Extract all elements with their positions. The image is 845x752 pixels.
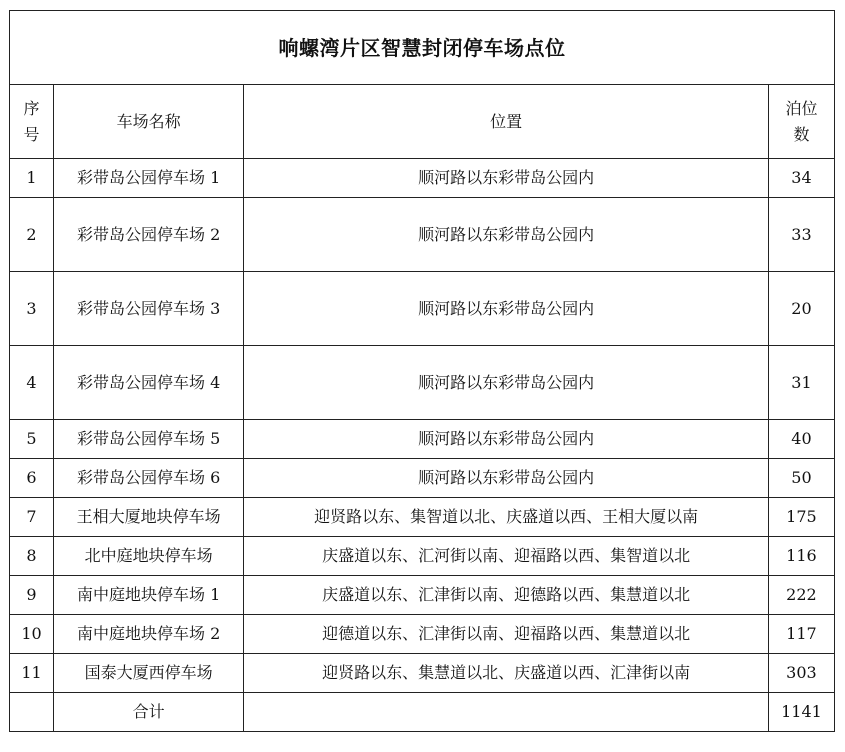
row-no: 9 [10, 576, 54, 615]
parking-table [9, 10, 835, 732]
row-name: 国泰大厦西停车场 [54, 654, 244, 693]
row-name: 南中庭地块停车场 1 [54, 576, 244, 615]
row-no: 4 [10, 346, 54, 420]
row-name: 南中庭地块停车场 2 [54, 615, 244, 654]
row-name: 彩带岛公园停车场 2 [54, 198, 244, 272]
row-location: 迎德道以东、汇津街以南、迎福路以西、集慧道以北 [244, 615, 769, 654]
row-location: 顺河路以东彩带岛公园内 [244, 420, 769, 459]
row-no: 6 [10, 459, 54, 498]
table-row [10, 159, 835, 198]
row-count: 303 [768, 654, 834, 693]
row-count: 175 [768, 498, 834, 537]
header-count-line1: 泊位 [785, 98, 818, 118]
row-count: 33 [768, 198, 834, 272]
row-location: 迎贤路以东、集智道以北、庆盛道以西、王相大厦以南 [244, 498, 769, 537]
row-count: 222 [768, 576, 834, 615]
header-count-line2: 数 [793, 124, 810, 144]
row-count: 20 [768, 272, 834, 346]
header-name: 车场名称 [54, 85, 244, 159]
table-row [10, 498, 835, 537]
row-location: 庆盛道以东、汇津街以南、迎德路以西、集慧道以北 [244, 576, 769, 615]
total-count: 1141 [768, 693, 834, 732]
row-location: 庆盛道以东、汇河街以南、迎福路以西、集智道以北 [244, 537, 769, 576]
row-no: 1 [10, 159, 54, 198]
row-no: 5 [10, 420, 54, 459]
header-row [10, 85, 835, 159]
row-location: 顺河路以东彩带岛公园内 [244, 159, 769, 198]
row-count: 117 [768, 615, 834, 654]
row-name: 彩带岛公园停车场 5 [54, 420, 244, 459]
row-location: 顺河路以东彩带岛公园内 [244, 198, 769, 272]
total-location [244, 693, 769, 732]
table-row [10, 346, 835, 420]
header-no [10, 85, 54, 159]
row-count: 34 [768, 159, 834, 198]
row-no: 2 [10, 198, 54, 272]
title-row [10, 11, 835, 85]
table-row [10, 654, 835, 693]
header-no-line1: 序 [23, 98, 40, 118]
table-row [10, 615, 835, 654]
row-count: 50 [768, 459, 834, 498]
table-row [10, 420, 835, 459]
row-name: 彩带岛公园停车场 3 [54, 272, 244, 346]
table-row [10, 537, 835, 576]
total-label: 合计 [54, 693, 244, 732]
total-no [10, 693, 54, 732]
header-location: 位置 [244, 85, 769, 159]
row-name: 彩带岛公园停车场 4 [54, 346, 244, 420]
row-name: 彩带岛公园停车场 1 [54, 159, 244, 198]
row-location: 顺河路以东彩带岛公园内 [244, 346, 769, 420]
row-no: 11 [10, 654, 54, 693]
table-row [10, 198, 835, 272]
row-no: 8 [10, 537, 54, 576]
total-row [10, 693, 835, 732]
row-count: 116 [768, 537, 834, 576]
row-count: 31 [768, 346, 834, 420]
row-count: 40 [768, 420, 834, 459]
table-row [10, 459, 835, 498]
table-title: 响螺湾片区智慧封闭停车场点位 [10, 11, 835, 85]
row-location: 顺河路以东彩带岛公园内 [244, 459, 769, 498]
row-no: 3 [10, 272, 54, 346]
header-count [768, 85, 834, 159]
table-row [10, 576, 835, 615]
table-row [10, 272, 835, 346]
row-name: 彩带岛公园停车场 6 [54, 459, 244, 498]
row-name: 北中庭地块停车场 [54, 537, 244, 576]
header-no-line2: 号 [23, 124, 40, 144]
row-name: 王相大厦地块停车场 [54, 498, 244, 537]
row-location: 顺河路以东彩带岛公园内 [244, 272, 769, 346]
row-no: 10 [10, 615, 54, 654]
row-no: 7 [10, 498, 54, 537]
row-location: 迎贤路以东、集慧道以北、庆盛道以西、汇津街以南 [244, 654, 769, 693]
